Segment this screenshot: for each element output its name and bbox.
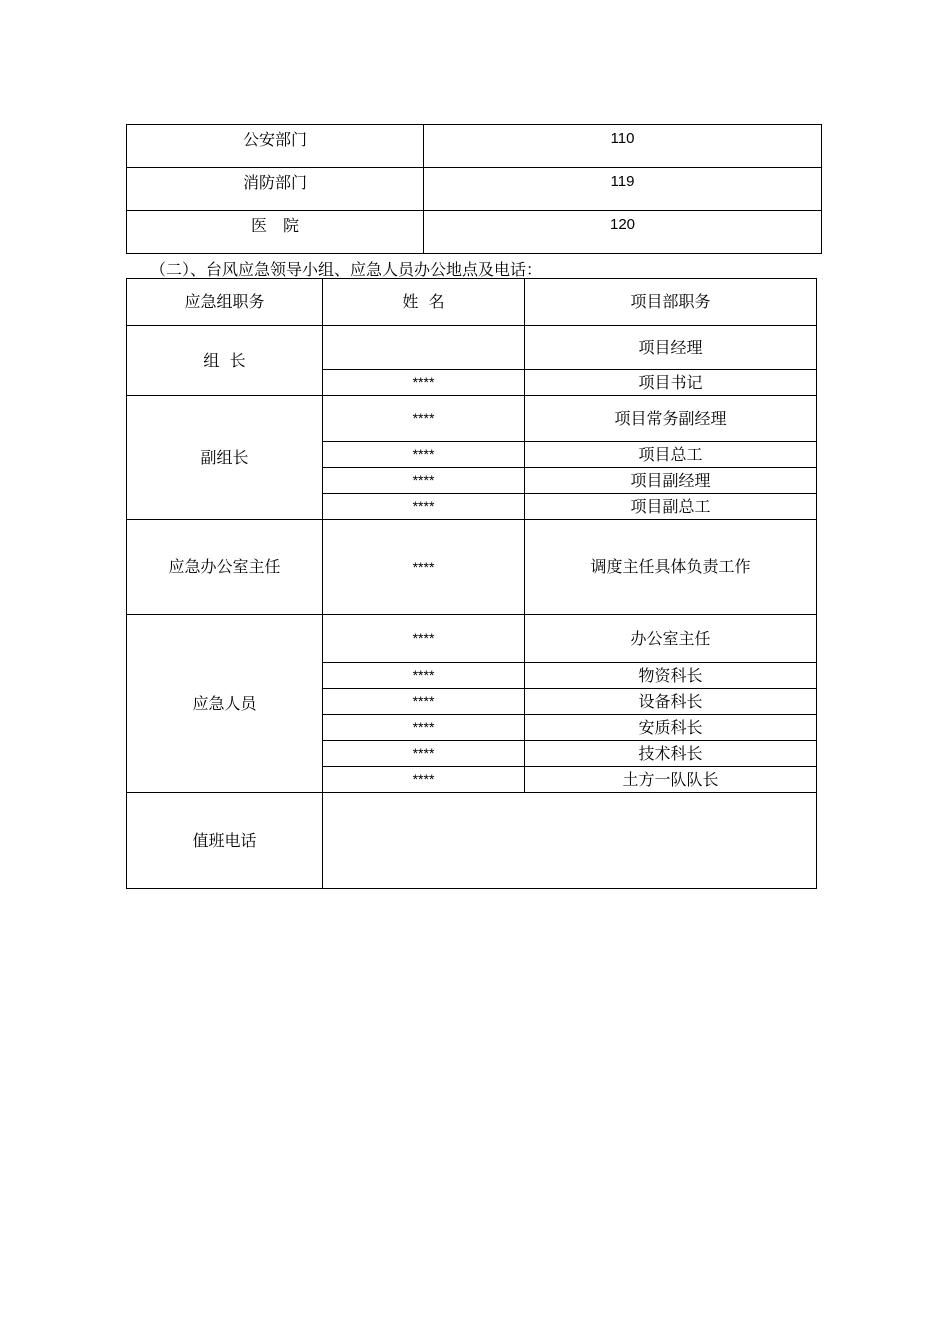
- member-name: ****: [323, 689, 525, 715]
- table-row: [127, 396, 817, 442]
- member-name: ****: [323, 663, 525, 689]
- table-header-row: [127, 279, 817, 326]
- member-name: ****: [323, 767, 525, 793]
- member-position: 项目副经理: [525, 468, 817, 494]
- group-label-leader: 组 长: [127, 326, 323, 396]
- member-position: 项目常务副经理: [525, 396, 817, 442]
- member-position: 办公室主任: [525, 615, 817, 663]
- group-label-staff: 应急人员: [127, 615, 323, 793]
- contact-phone: 110: [424, 125, 822, 168]
- table-row: [127, 615, 817, 663]
- table-row: [127, 211, 822, 254]
- member-position: 技术科长: [525, 741, 817, 767]
- member-name: ****: [323, 442, 525, 468]
- member-position: 项目总工: [525, 442, 817, 468]
- table-row: [127, 168, 822, 211]
- member-position: 调度主任具体负责工作: [525, 520, 817, 615]
- typhoon-team-table: [126, 278, 817, 889]
- member-position: 设备科长: [525, 689, 817, 715]
- header-role: 应急组职务: [127, 279, 323, 326]
- emergency-contacts-table: [126, 124, 822, 254]
- section-title: （二）、台风应急领导小组、应急人员办公地点及电话：: [150, 260, 543, 279]
- member-name: ****: [323, 396, 525, 442]
- member-position: 项目书记: [525, 370, 817, 396]
- table-row: [127, 793, 817, 889]
- duty-phone-value: [323, 793, 817, 889]
- member-position: 土方一队队长: [525, 767, 817, 793]
- contact-label: 消防部门: [127, 168, 424, 211]
- member-name: ****: [323, 468, 525, 494]
- table-row: [127, 520, 817, 615]
- member-name: ****: [323, 494, 525, 520]
- member-position: 项目副总工: [525, 494, 817, 520]
- group-label-deputy: 副组长: [127, 396, 323, 520]
- member-name: ****: [323, 520, 525, 615]
- member-name: [323, 326, 525, 370]
- member-name: ****: [323, 370, 525, 396]
- member-name: ****: [323, 741, 525, 767]
- duty-phone-label: 值班电话: [127, 793, 323, 889]
- member-position: 项目经理: [525, 326, 817, 370]
- group-label-office: 应急办公室主任: [127, 520, 323, 615]
- member-position: 安质科长: [525, 715, 817, 741]
- member-name: ****: [323, 615, 525, 663]
- contact-phone: 120: [424, 211, 822, 254]
- member-position: 物资科长: [525, 663, 817, 689]
- table-row: [127, 326, 817, 370]
- contact-label: 医 院: [127, 211, 424, 254]
- header-name: 姓 名: [323, 279, 525, 326]
- member-name: ****: [323, 715, 525, 741]
- header-position: 项目部职务: [525, 279, 817, 326]
- contact-label: 公安部门: [127, 125, 424, 168]
- contact-phone: 119: [424, 168, 822, 211]
- table-row: [127, 125, 822, 168]
